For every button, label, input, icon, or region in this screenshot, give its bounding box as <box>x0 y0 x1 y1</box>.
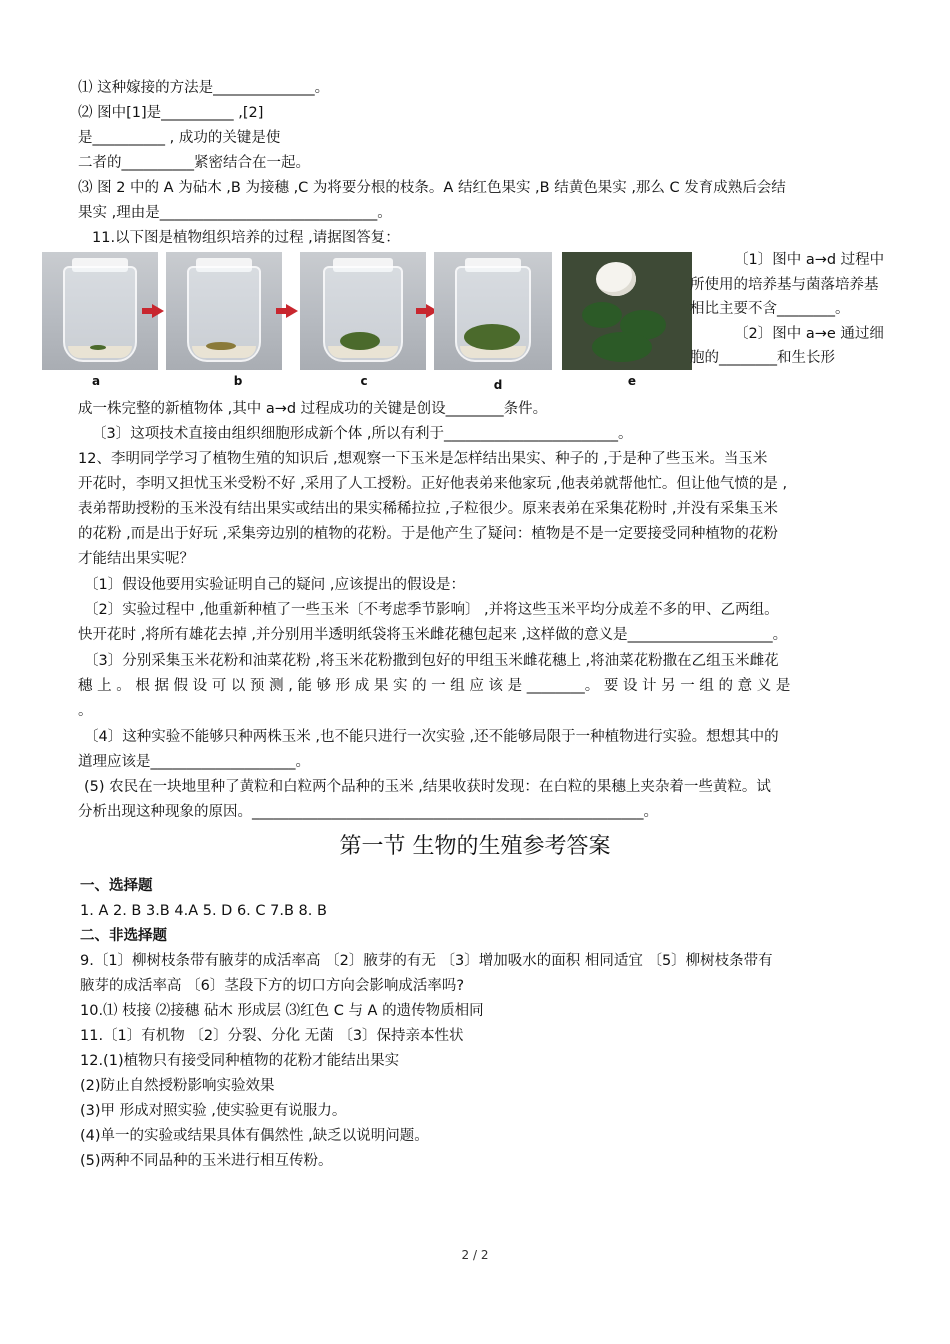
q12-part2-line2: 快开花时 ,将所有雄花去掉 ,并分别用半透明纸袋将玉米雌花穗包起来 ,这样做的意义是____________________。 <box>78 627 788 643</box>
flask-photo-a <box>42 252 158 370</box>
rose-plant-photo-e <box>562 252 692 370</box>
figure-label-e: e <box>627 374 637 388</box>
q12-part4-line1: 〔4〕这种实验不能够只种两株玉米 ,也不能只进行一次实验 ,还不能够局限于一种植物进行实验。想想其中的 <box>84 729 779 745</box>
answers-section-nonchoice: 二、非选择题 <box>80 928 167 944</box>
q12-stem-line5: 才能结出果实呢？ <box>78 551 194 567</box>
flask-photo-d <box>434 252 552 370</box>
q10-part2-line1: ⑵ 图中[1]是__________ ,[2] <box>78 105 264 121</box>
arrow-icon <box>152 304 164 318</box>
q12-stem-line3: 表弟帮助授粉的玉米没有结出果实或结出的果实稀稀拉拉 ,子粒很少。原来表弟在采集花粉时 ,并没有采集玉米 <box>78 501 778 517</box>
q12-stem-line4: 的花粉 ,而是出于好玩 ,采集旁边别的植物的花粉。于是他产生了疑问：植物是不是一定要接受同种植物的花粉 <box>78 526 778 542</box>
answer-11: 11.〔1〕有机物 〔2〕分裂、分化 无菌 〔3〕保持亲本性状 <box>80 1028 464 1044</box>
answer-12-2: (2)防止自然授粉影响实验效果 <box>80 1078 275 1094</box>
q10-part3-line1: ⑶ 图 2 中的 A 为砧木 ,B 为接穗 ,C 为将要分根的枝条。A 结红色果实 ,B 结黄色果实 ,那么 C 发育成熟后会结 <box>78 180 786 196</box>
q11-part3: 〔3〕这项技术直接由组织细胞形成新个体 ,所以有利于________________________。 <box>92 426 633 442</box>
q10-part2-line3: 二者的__________紧密结合在一起。 <box>78 155 310 171</box>
figure-label-c: c <box>360 374 368 388</box>
answer-9-line2: 腋芽的成活率高 〔6〕茎段下方的切口方向会影响成活率吗? <box>80 978 465 994</box>
q12-stem-line1: 12、李明同学学习了植物生殖的知识后 ,想观察一下玉米是怎样结出果实、种子的 ,于是种了些玉米。当玉米 <box>78 451 768 467</box>
answer-12-5: (5)两种不同品种的玉米进行相互传粉。 <box>80 1153 333 1169</box>
q11-part1: 〔1〕图中 a→d 过程中所使用的培养基与菌落培养基相比主要不含________。 <box>690 252 885 317</box>
tissue-culture-figure <box>42 252 692 400</box>
q12-part4-line2: 道理应该是____________________。 <box>78 754 310 770</box>
q12-part2-line1: 〔2〕实验过程中 ,他重新种植了一些玉米〔不考虑季节影响〕 ,并将这些玉米平均分成差不多的甲、乙两组。 <box>84 602 779 618</box>
answers-choice: 1. A 2. B 3.B 4.A 5. D 6. C 7.B 8. B <box>80 903 327 919</box>
q10-part3-line2: 果实 ,理由是______________________________。 <box>78 205 392 221</box>
q12-part5-line1: (5) 农民在一块地里种了黄粒和白粒两个品种的玉米 ,结果收获时发现：在白粒的果穗上夹杂着一些黄粒。试 <box>84 779 771 795</box>
answer-9-line1: 9.〔1〕柳树枝条带有腋芽的成活率高 〔2〕腋芽的有无 〔3〕增加吸水的面积 相同适宜 〔5〕柳树枝条带有 <box>80 953 773 969</box>
q12-part3-line1: 〔3〕分别采集玉米花粉和油菜花粉 ,将玉米花粉撒到包好的甲组玉米雌花穗上 ,将油菜花粉撒在乙组玉米雌花 <box>84 653 779 669</box>
q12-stem-line2: 开花时，李明又担忧玉米受粉不好 ,采用了人工授粉。正好他表弟来他家玩 ,他表弟就帮他忙。但让他气愤的是 , <box>78 476 788 492</box>
page-number: 2 / 2 <box>461 1248 489 1262</box>
figure-label-b: b <box>233 374 243 388</box>
q12-part1: 〔1〕假设他要用实验证明自己的疑问 ,应该提出的假设是： <box>84 577 465 593</box>
arrow-icon <box>286 304 298 318</box>
answers-title: 第一节 生物的生殖参考答案 <box>339 834 611 859</box>
q11-side-text <box>690 248 885 371</box>
q12-part3-line3: 。 <box>78 703 93 719</box>
q10-part1: ⑴ 这种嫁接的方法是______________。 <box>78 80 330 96</box>
q12-part5-line2: 分析出现这种现象的原因。______________________________________________________。 <box>78 804 658 820</box>
q12-part3-line2: 穗 上 。 根 据 假 设 可 以 预 测 , 能 够 形 成 果 实 的 一 组 应 该 是 ________。 要 设 计 另 一 组 的 意 义 是 <box>78 678 791 694</box>
figure-label-d: d <box>493 378 503 392</box>
q10-part2-line2: 是__________ , 成功的关键是使 <box>78 130 281 146</box>
q11-intro: 11.以下图是植物组织培养的过程 ,请据图答复： <box>92 230 400 246</box>
flask-photo-b <box>166 252 282 370</box>
answers-section-choice: 一、选择题 <box>80 878 153 894</box>
q11-part2-continued: 成一株完整的新植物体 ,其中 a→d 过程成功的关键是创设________条件。 <box>78 401 548 417</box>
figure-label-a: a <box>91 374 101 388</box>
flask-photo-c <box>300 252 426 370</box>
answer-10: 10.⑴ 枝接 ⑵接穗 砧木 形成层 ⑶红色 C 与 A 的遗传物质相同 <box>80 1003 484 1019</box>
answer-12-1: 12.(1)植物只有接受同种植物的花粉才能结出果实 <box>80 1053 400 1069</box>
answer-12-4: (4)单一的实验或结果具体有偶然性 ,缺乏以说明问题。 <box>80 1128 429 1144</box>
q11-part2: 〔2〕图中 a→e 通过细胞的________和生长形 <box>690 325 884 366</box>
answer-12-3: (3)甲 形成对照实验 ,使实验更有说服力。 <box>80 1103 347 1119</box>
